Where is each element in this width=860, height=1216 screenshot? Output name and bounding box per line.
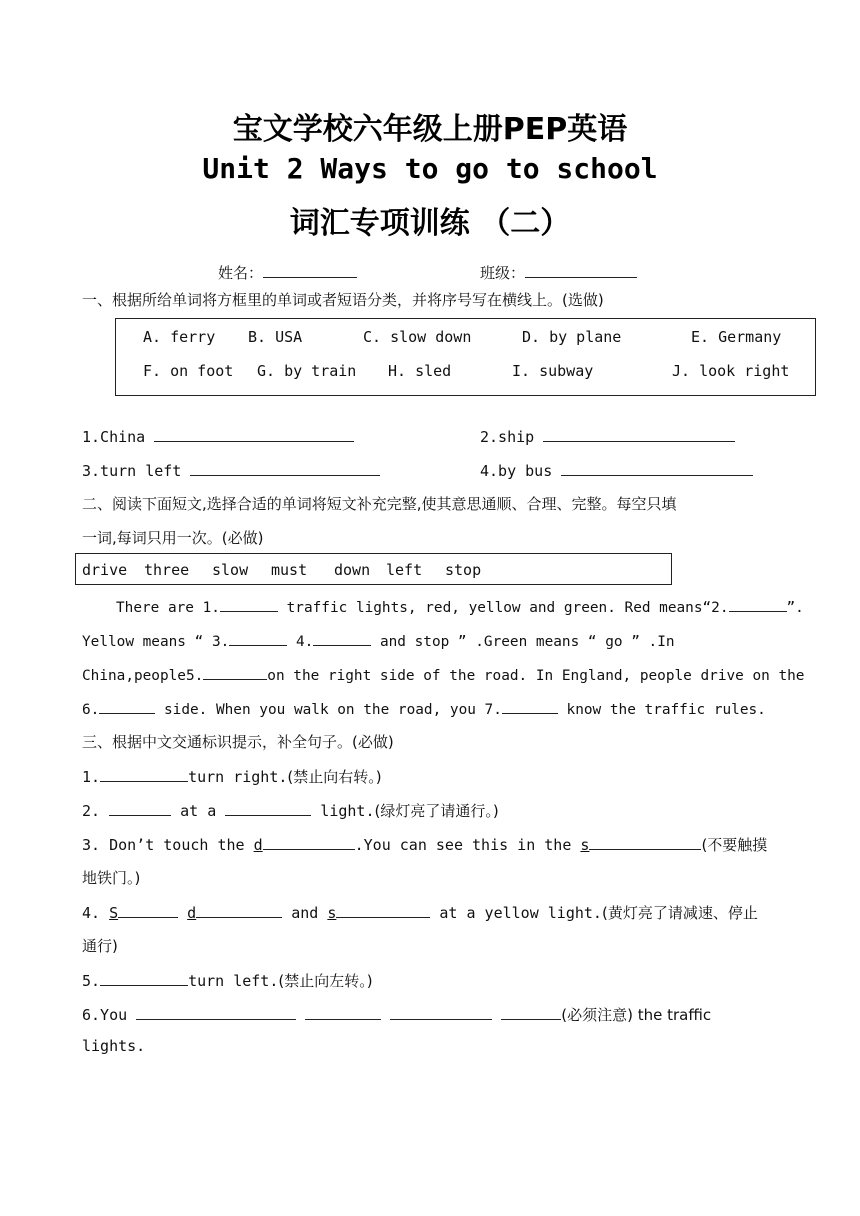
part3-sentence-3-cont: 地铁门。) (82, 869, 141, 887)
option-c: C. slow down (363, 328, 472, 346)
part2-instruction-line2: 一词,每词只用一次。(必做) (82, 529, 264, 547)
option-e: E. Germany (691, 328, 782, 346)
passage-text: and stop ” .Green means “ go ” .In (371, 634, 675, 650)
part3-sentence-4 (82, 902, 758, 923)
answer-blank[interactable] (154, 426, 354, 442)
answer-blank[interactable] (561, 460, 753, 476)
sentence-text: 1. (82, 768, 101, 786)
name-label: 姓名： (218, 264, 264, 282)
passage-blank-5[interactable] (203, 664, 267, 680)
sentence-blank[interactable] (100, 766, 188, 782)
passage-blank-3[interactable] (229, 630, 287, 646)
hint-letter: d (187, 904, 197, 922)
sentence-blank[interactable] (501, 1004, 561, 1020)
passage-line-4 (82, 698, 766, 720)
part2-instruction-line1: 二、阅读下面短文,选择合适的单词将短文补充完整,使其意思通顺、合理、完整。每空只填 (82, 495, 677, 513)
sentence-text: turn left. (188, 972, 279, 990)
word-bank-item: three (144, 561, 190, 579)
sentence-blank[interactable] (263, 834, 355, 850)
part3-sentence-6-cont: lights. (82, 1037, 146, 1055)
option-d: D. by plane (522, 328, 622, 346)
class-label: 班级： (480, 264, 526, 282)
sentence-blank[interactable] (196, 902, 282, 918)
sentence-text: 6.You (82, 1006, 137, 1024)
sentence-text: and (282, 904, 328, 922)
worksheet-title: 宝文学校六年级上册PEP英语 (232, 112, 628, 147)
hint-letter: S (109, 904, 119, 922)
sentence-blank[interactable] (305, 1004, 381, 1020)
option-h: H. sled (388, 362, 452, 380)
sentence-hint: (黄灯亮了请减速、停止 (601, 904, 758, 922)
option-j: J. look right (672, 362, 790, 380)
sentence-blank[interactable] (390, 1004, 492, 1020)
sentence-text: 3. Don’t touch the (82, 836, 254, 854)
option-f: F. on foot (143, 362, 234, 380)
word-bank-item: down (334, 561, 371, 579)
options-box (115, 318, 816, 396)
sentence-blank[interactable] (336, 902, 430, 918)
name-field (218, 262, 357, 283)
option-a: A. ferry (143, 328, 216, 346)
part3-instruction: 三、根据中文交通标识提示，补全句子。(必做) (82, 733, 394, 751)
passage-text: 4. (287, 634, 314, 650)
part3-sentence-1 (82, 766, 382, 787)
sentence-hint: (绿灯亮了请通行。) (374, 802, 499, 820)
part3-sentence-2 (82, 800, 499, 821)
sentence-text: 4. (82, 904, 110, 922)
option-b: B. USA (248, 328, 303, 346)
word-bank-item: left (386, 561, 423, 579)
sentence-text: .You can see this in the (354, 836, 581, 854)
passage-text: There are 1. (116, 600, 220, 616)
sentence-blank[interactable] (225, 800, 311, 816)
part3-sentence-3 (82, 834, 767, 855)
passage-text: know the traffic rules. (557, 702, 766, 718)
part1-question-2 (480, 426, 735, 447)
sentence-blank[interactable] (100, 970, 188, 986)
section-title: 词汇专项训练 （二） (289, 206, 571, 241)
passage-blank-2[interactable] (729, 596, 787, 612)
part1-question-4 (480, 460, 753, 481)
passage-text: ”. (786, 600, 804, 616)
hint-letter: d (253, 836, 263, 854)
part1-question-1 (82, 426, 354, 447)
hint-letter: s (327, 904, 337, 922)
passage-blank-7[interactable] (502, 698, 558, 714)
class-blank[interactable] (525, 262, 637, 278)
passage-text: side. When you walk on the road, you 7. (155, 702, 502, 718)
sentence-hint: (禁止向左转。) (278, 972, 373, 990)
option-i: I. subway (512, 362, 594, 380)
sentence-blank[interactable] (118, 902, 178, 918)
word-bank-item: must (271, 561, 308, 579)
word-bank-item: drive (82, 561, 128, 579)
sentence-text: 2. (82, 802, 110, 820)
sentence-text: at a yellow light. (430, 904, 602, 922)
passage-text: China,people5. (82, 668, 204, 684)
passage-line-3 (82, 664, 804, 686)
option-g: G. by train (257, 362, 357, 380)
passage-text: traffic lights, red, yellow and green. Red means“2. (277, 600, 729, 616)
word-bank-item: slow (212, 561, 249, 579)
passage-blank-4[interactable] (313, 630, 371, 646)
unit-title: Unit 2 Ways to go to school (202, 152, 658, 185)
part3-sentence-6 (82, 1004, 711, 1025)
passage-blank-1[interactable] (220, 596, 278, 612)
sentence-text: turn right. (188, 768, 288, 786)
part1-question-3 (82, 460, 380, 481)
word-bank-box (75, 553, 672, 585)
word-bank-item: stop (445, 561, 482, 579)
passage-line-2 (82, 630, 675, 652)
part1-instruction: 一、根据所给单词将方框里的单词或者短语分类，并将序号写在横线上。(选做) (82, 291, 604, 309)
passage-line-1 (116, 596, 804, 618)
sentence-hint: (禁止向右转。) (287, 768, 382, 786)
part3-sentence-4-cont: 通行) (82, 937, 118, 955)
sentence-blank[interactable] (136, 1004, 296, 1020)
sentence-text: 5. (82, 972, 101, 990)
passage-text: Yellow means “ 3. (82, 634, 230, 650)
question-label: 4.by bus (480, 462, 553, 480)
hint-letter: s (580, 836, 590, 854)
answer-blank[interactable] (543, 426, 735, 442)
sentence-text: at a (171, 802, 226, 820)
passage-blank-6[interactable] (99, 698, 155, 714)
sentence-text: light. (311, 802, 375, 820)
question-label: 2.ship (480, 428, 535, 446)
sentence-hint: (不要触摸 (701, 836, 768, 854)
passage-text: 6. (82, 702, 100, 718)
passage-text: on the right side of the road. In England, people drive on the (267, 668, 805, 684)
class-field (480, 262, 637, 283)
part3-sentence-5 (82, 970, 373, 991)
sentence-hint: (必须注意) the traffic (561, 1006, 712, 1024)
question-label: 3.turn left (82, 462, 182, 480)
sentence-blank[interactable] (109, 800, 171, 816)
answer-blank[interactable] (190, 460, 380, 476)
name-blank[interactable] (263, 262, 357, 278)
question-label: 1.China (82, 428, 146, 446)
sentence-blank[interactable] (589, 834, 701, 850)
